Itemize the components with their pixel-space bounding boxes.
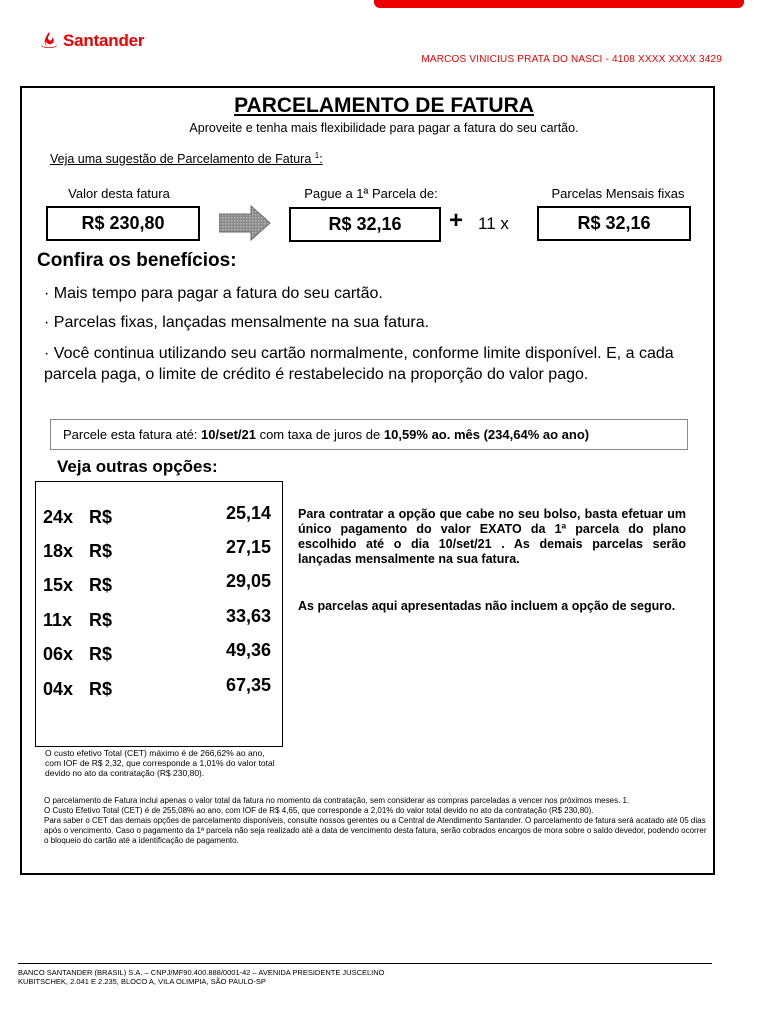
plus-sign: +: [449, 207, 464, 234]
option-count: 06x: [43, 644, 74, 664]
arrow-right-icon: [219, 205, 271, 241]
santander-logo: [40, 30, 144, 52]
option-currency: R$: [89, 541, 113, 561]
rate-date: 10/set/21: [201, 427, 256, 442]
option-value: 33,63: [225, 606, 271, 626]
invoice-value-box: [46, 206, 200, 241]
option-row: [43, 675, 271, 703]
brand-name: Santander: [63, 31, 145, 50]
footer-line: KUBITSCHEK, 2.041 E 2.235, BLOCO A, VILA OLIMPIA, SÃO PAULO-SP: [18, 977, 266, 986]
rate-box: [50, 419, 688, 450]
option-count: 18x: [43, 541, 74, 561]
option-count: 15x: [43, 575, 74, 595]
footnote-marker: 1: [314, 151, 320, 160]
option-currency: R$: [89, 610, 113, 630]
cet-note: O custo efetivo Total (CET) máximo é de 266,62% ao ano, com IOF de R$ 2,32, que corresponde a 1,01% do valor total devido no ato da contratação (R$ 230,80).: [45, 748, 275, 778]
customer-info: MARCOS VINICIUS PRATA DO NASCI - 4108 XXXX XXXX 3429: [421, 54, 722, 65]
fine-print-line: O parcelamento de Fatura inclui apenas o valor total da fatura no momento da contratação, sem considerar as compras parceladas a vencer nos próximos meses. 1.: [44, 796, 630, 805]
rate-value: 10,59% ao. mês (234,64% ao ano): [383, 427, 590, 442]
invoice-value: R$ 230,80: [81, 213, 165, 233]
option-currency: R$: [89, 644, 113, 664]
suggestion-text: [50, 151, 323, 166]
invoice-label: Valor desta fatura: [68, 186, 170, 201]
option-count: 11x: [43, 610, 73, 630]
monthly-installments-label: Parcelas Mensais fixas: [551, 186, 685, 201]
footer-divider: [18, 963, 712, 964]
first-installment-label: Pague a 1ª Parcela de:: [304, 186, 438, 201]
page-subtitle: Aproveite e tenha mais flexibilidade para pagar a fatura do seu cartão.: [189, 121, 579, 135]
contract-info: Para contratar a opção que cabe no seu bolso, basta efetuar um único pagamento do valor EXATO da 1ª parcela do plano escolhido até o dia 10/set/21 . As demais parcelas serão lançadas mensalmente na sua fatura.: [298, 507, 686, 566]
option-row: [43, 537, 271, 565]
fine-print-line: Para saber o CET das demais opções de parcelamento disponíveis, consulte nossos gerentes ou a Central de Atendimento Santander. O parcelamento de fatura será acatado até 05 dias após o vencimento. Caso o pagamento da 1ª parcela não seja realizado até a data de vencimento desta fatura, serão cobrados encargos de mora sobre o saldo devedor, podendo ocorrer o bloqueio do cartão até a identificação de pagamento.: [44, 816, 707, 845]
installment-count: 11 x: [478, 214, 509, 233]
suggestion-label: Veja uma sugestão de Parcelamento de Fatura: [50, 152, 315, 167]
footer-line: BANCO SANTANDER (BRASIL) S.A. – CNPJ/MF90.400.888/0001-42 – AVENIDA PRESIDENTE JUSCELINO: [18, 968, 385, 977]
option-row: [43, 503, 271, 531]
option-currency: R$: [89, 575, 113, 595]
suggestion-colon: :: [319, 152, 323, 167]
first-installment-value: R$ 32,16: [328, 214, 402, 234]
fine-print-line: O Custo Efetivo Total (CET) é de 255,08% ao ano, com IOF de R$ 4,65, que corresponde a 2,01% do valor total devido no ato da contratação (R$ 230,80).: [44, 806, 594, 815]
option-value: 25,14: [225, 503, 271, 523]
insurance-note: As parcelas aqui apresentadas não incluem a opção de seguro.: [298, 599, 676, 613]
option-row: [43, 640, 271, 668]
page-title: PARCELAMENTO DE FATURA: [234, 94, 534, 117]
option-value: 67,35: [225, 675, 271, 695]
benefits-title: Confira os benefícios:: [37, 250, 237, 271]
option-currency: R$: [89, 679, 113, 699]
benefit-item: · Você continua utilizando seu cartão normalmente, conforme limite disponível. E, a cada parcela paga, o limite de crédito é restabelecido na proporção do valor pago.: [44, 345, 674, 383]
option-row: [43, 606, 271, 634]
footer: [18, 968, 418, 986]
rate-middle: com taxa de juros de: [255, 427, 384, 442]
option-row: [43, 571, 271, 599]
flame-icon: [40, 31, 58, 51]
benefit-item: · Mais tempo para pagar a fatura do seu cartão.: [44, 285, 383, 302]
option-count: 24x: [43, 507, 74, 527]
top-red-bar: [374, 0, 744, 8]
monthly-installment-value: R$ 32,16: [577, 213, 651, 233]
option-currency: R$: [89, 507, 113, 527]
benefit-item: · Parcelas fixas, lançadas mensalmente na sua fatura.: [44, 314, 430, 331]
fine-print: [44, 796, 708, 846]
option-value: 29,05: [225, 571, 271, 591]
monthly-installment-box: [537, 206, 691, 241]
option-value: 49,36: [225, 640, 271, 660]
option-value: 27,15: [225, 537, 271, 557]
option-count: 04x: [43, 679, 74, 699]
rate-prefix: Parcele esta fatura até:: [63, 427, 202, 442]
other-options-title: Veja outras opções:: [57, 457, 218, 476]
first-installment-box: [289, 207, 441, 242]
